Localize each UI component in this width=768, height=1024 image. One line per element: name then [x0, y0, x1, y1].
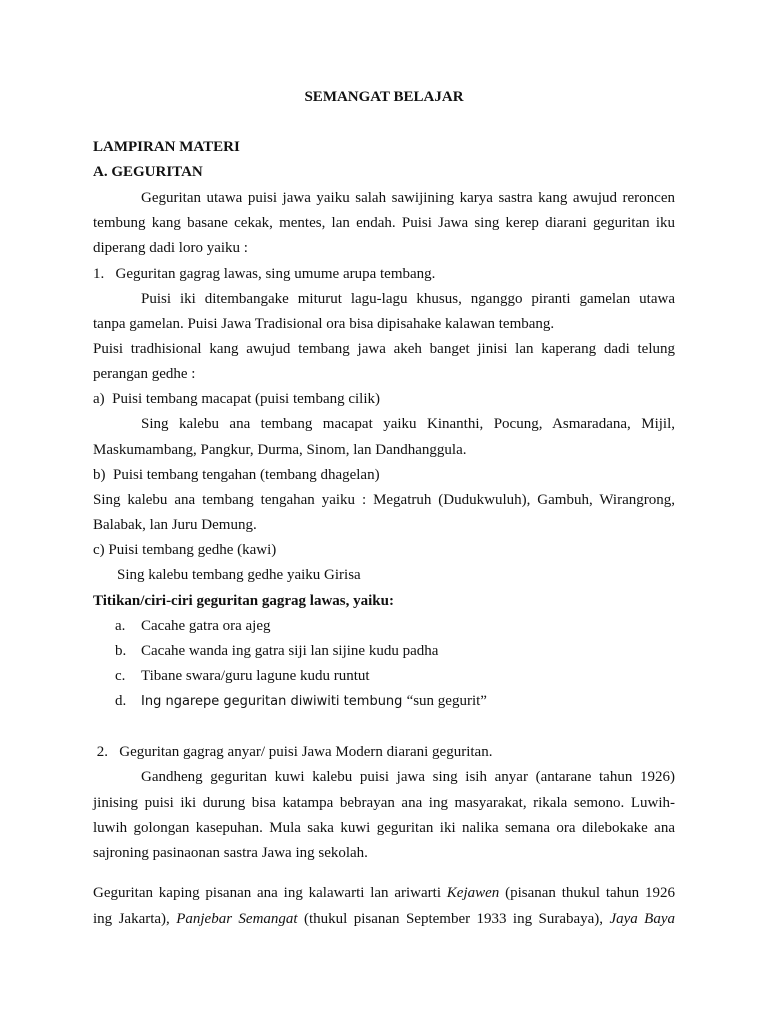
- ciri-mark: a.: [115, 618, 126, 634]
- p8-italic-panjebar: Panjebar Semangat: [176, 911, 298, 927]
- p8-text: ing Jakarta),: [93, 911, 177, 927]
- paragraph-1-line-1: Geguritan utawa puisi jawa yaiku salah sawijining karya sastra kang awujud reroncen: [141, 190, 675, 206]
- paragraph-1-line-3: diperang dadi loro yaiku :: [93, 240, 248, 256]
- ciri-item: [115, 642, 438, 660]
- p8-text: Geguritan kaping pisanan ana ing kalawarti lan ariwarti: [93, 885, 447, 901]
- paragraph-7-line-1: Gandheng geguritan kuwi kalebu puisi jawa sing isih anyar (antarane tahun 1926): [141, 769, 675, 785]
- ciri-mark: d.: [115, 693, 127, 709]
- ciri-text-quote: “sun gegurit”: [406, 693, 487, 709]
- paragraph-4-line-2: Maskumambang, Pangkur, Durma, Sinom, lan Dandhanggula.: [93, 442, 467, 458]
- paragraph-5-line-1: Sing kalebu ana tembang tengahan yaiku : Megatruh (Dudukwuluh), Gambuh, Wirangrong,: [93, 492, 675, 508]
- paragraph-7-line-2: jinising puisi iki durung bisa katampa bebrayan ana ing masyarakat, rikala semono. Luwih-: [93, 795, 675, 811]
- ciri-mark: b.: [115, 643, 127, 659]
- paragraph-7-line-3: luwih golongan kasepuhan. Mula saka kuwi geguritan iki nalika semana ora dilebokake ana: [93, 820, 675, 836]
- paragraph-5-line-2: Balabak, lan Juru Demung.: [93, 517, 257, 533]
- heading-geguritan: A. GEGURITAN: [93, 164, 203, 180]
- paragraph-3-line-2: perangan gedhe :: [93, 366, 196, 382]
- page-title: SEMANGAT BELAJAR: [304, 89, 464, 105]
- p8-italic-kejawen: Kejawen: [446, 885, 500, 901]
- ciri-mark: c.: [115, 668, 126, 684]
- ciri-heading: Titikan/ciri-ciri geguritan gagrag lawas, yaiku:: [93, 593, 394, 609]
- ciri-text: Cacahe gatra ora ajeg: [141, 618, 271, 634]
- sub-item-c: c) Puisi tembang gedhe (kawi): [93, 542, 277, 558]
- paragraph-1-line-2: tembung kang basane cekak, mentes, lan endah. Puisi Jawa sing kerep diarani geguritan iku: [93, 215, 675, 231]
- list-item-2: 2. Geguritan gagrag anyar/ puisi Jawa Modern diarani geguritan.: [93, 744, 493, 760]
- sub-item-a: a) Puisi tembang macapat (puisi tembang cilik): [93, 391, 381, 407]
- p8-italic-jayabaya: Jaya Baya: [609, 911, 675, 927]
- paragraph-4-line-1: Sing kalebu ana tembang macapat yaiku Kinanthi, Pocung, Asmaradana, Mijil,: [141, 416, 675, 432]
- paragraph-7-line-4: sajroning pasinaonan sastra Jawa ing sekolah.: [93, 845, 368, 861]
- paragraph-6: Sing kalebu tembang gedhe yaiku Girisa: [117, 567, 361, 583]
- sub-item-b: b) Puisi tembang tengahan (tembang dhagelan): [93, 467, 380, 483]
- heading-lampiran: LAMPIRAN MATERI: [93, 139, 240, 155]
- paragraph-2-line-1: Puisi iki ditembangake miturut lagu-lagu khusus, nganggo piranti gamelan utawa: [141, 291, 675, 307]
- list-item-1: 1. Geguritan gagrag lawas, sing umume arupa tembang.: [93, 266, 436, 282]
- paragraph-3-line-1: Puisi tradhisional kang awujud tembang jawa akeh banget jinisi lan kaperang dadi telung: [93, 341, 675, 357]
- paragraph-8-line-1: [93, 884, 675, 902]
- ciri-text: Cacahe wanda ing gatra siji lan sijine kudu padha: [141, 643, 439, 659]
- paragraph-2-line-2: tanpa gamelan. Puisi Jawa Tradisional ora bisa dipisahake kalawan tembang.: [93, 316, 555, 332]
- ciri-item: [115, 692, 487, 711]
- ciri-item: [115, 617, 271, 635]
- paragraph-8-line-2: [93, 910, 675, 928]
- ciri-item: [115, 667, 370, 685]
- ciri-text: Ing ngarepe geguritan diwiwiti tembung: [141, 694, 407, 709]
- p8-text: (pisanan thukul tahun 1926: [499, 885, 675, 901]
- ciri-text: Tibane swara/guru lagune kudu runtut: [141, 668, 370, 684]
- p8-text: (thukul pisanan September 1933 ing Surabaya),: [297, 911, 610, 927]
